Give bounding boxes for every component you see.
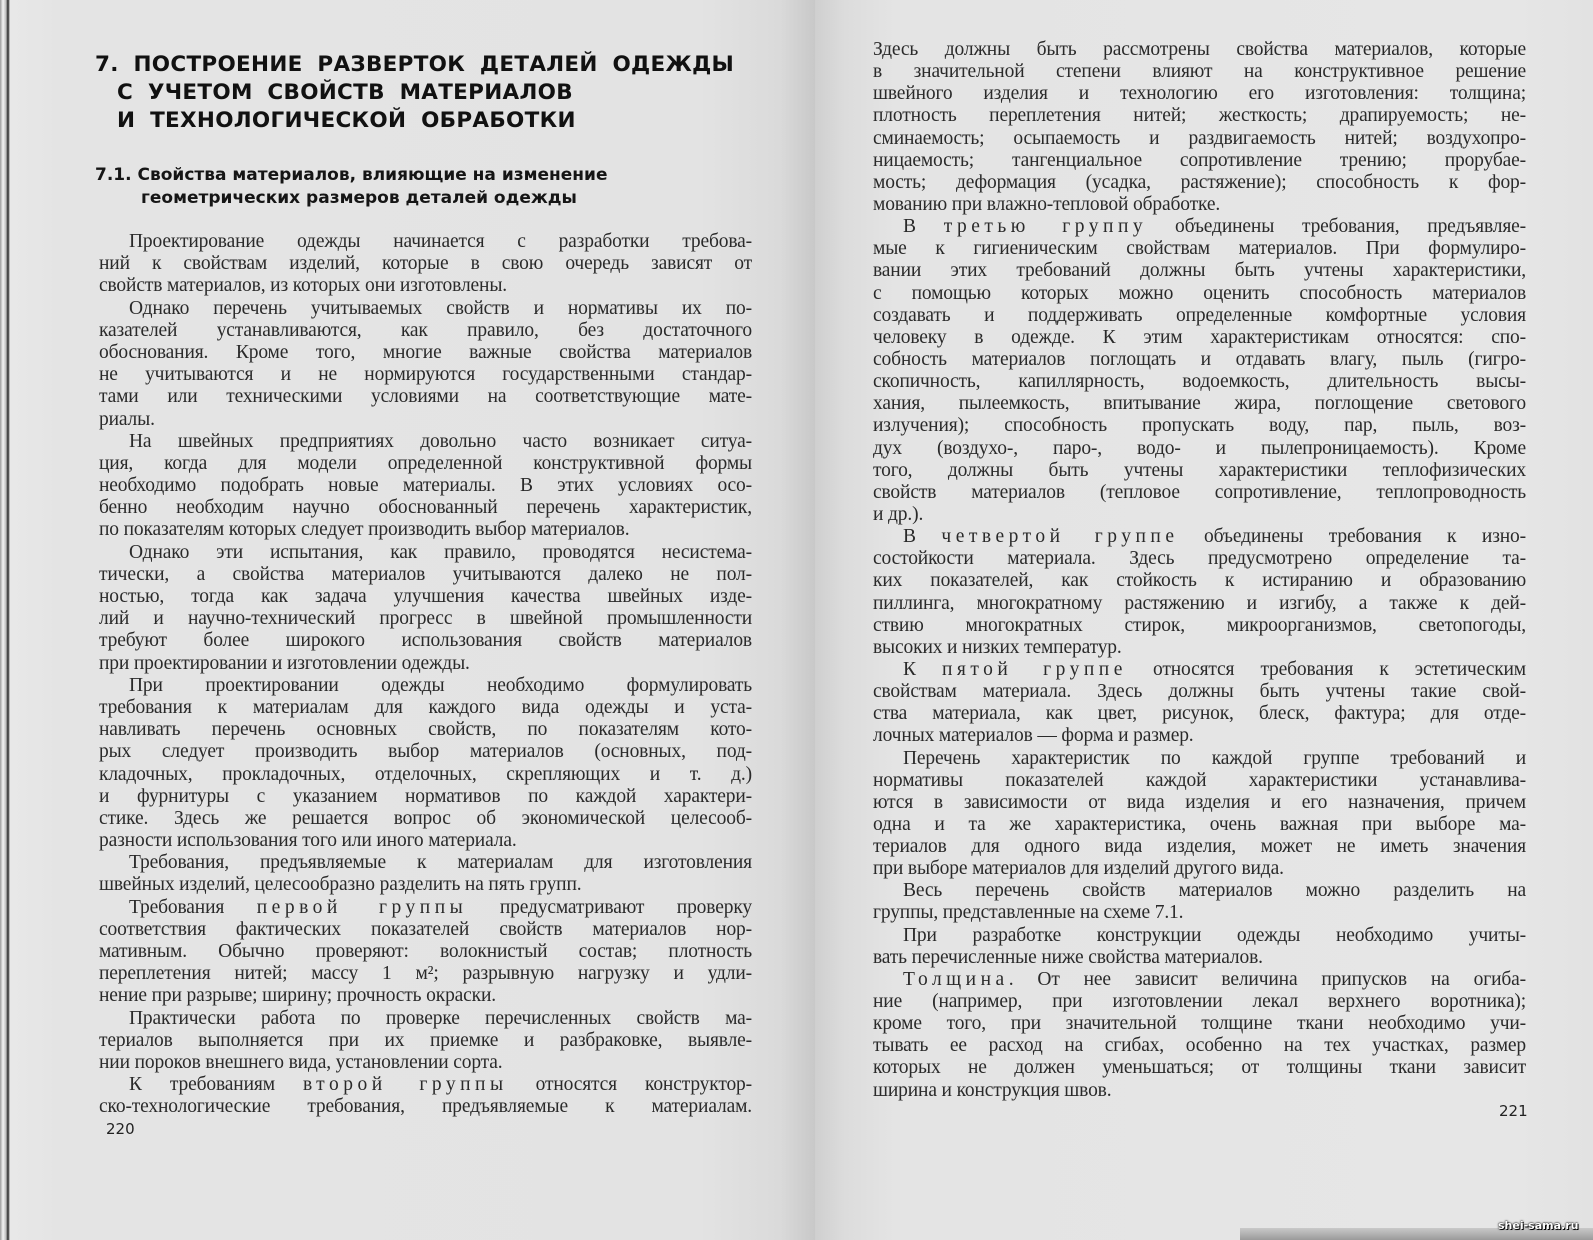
text-line: требуют более широкого использования свойств материалов (99, 630, 752, 652)
text-line: мованию при влажно-тепловой обработке. (873, 193, 1221, 215)
text-line: лочных материалов — форма и размер. (873, 725, 1194, 747)
emphasis-text: пятой группе (941, 658, 1127, 680)
text-line: навливать перечень основных свойств, по показателям кото- (99, 719, 752, 741)
text-line: ние (например, при изготовлении лекал верхнего воротника); (873, 991, 1526, 1013)
text-line: и др.). (873, 503, 924, 525)
text-line: Перечень характеристик по каждой группе требований и (903, 747, 1526, 769)
text-line: разности использования того или иного материала. (99, 830, 517, 852)
text-line: Здесь должны быть рассмотрены свойства материалов, которые (873, 39, 1526, 60)
text-line: соответствия фактических показателей свойств материалов нор- (99, 918, 752, 940)
emphasis-text: четвертой группе (941, 526, 1179, 548)
text-line: мативным. Обычно проверяют: волокнистый состав; плотность (99, 941, 752, 962)
text-line: создавать и поддерживать определенные комфортные условия (873, 304, 1526, 326)
text-line: сминаемость; осыпаемость и раздвигаемость нитей; воздухопро- (873, 127, 1526, 149)
text-line: швейных изделий, целесообразно разделить на пять групп. (99, 874, 582, 896)
text-line: Однако перечень учитываемых свойств и нормативы их по- (129, 297, 752, 319)
text-line: с помощью которых можно оценить способность материалов (873, 282, 1526, 304)
page-number-right: 221 (1499, 1102, 1528, 1120)
right-text-column (873, 39, 1526, 1102)
text-line: кладочных, прокладочных, отделочных, скрепляющих и т. д.) (99, 763, 752, 785)
text-line: ствию многократных стирок, микроорганизмов, светопогоды, (873, 614, 1526, 636)
text-line: состойкости материала. Здесь предусмотрено определение та- (873, 548, 1526, 570)
left-text-column (99, 231, 752, 1119)
text-line: ются в зависимости от вида изделия и его назначения, причем (873, 791, 1526, 813)
text-line: мость; деформация (усадка, растяжение); способность к фор- (873, 171, 1526, 193)
text-line: К пятой группе относятся требования к эстетическим (903, 658, 1526, 680)
text-line: нормативы показателей каждой характеристики устанавлива- (873, 769, 1526, 791)
text-line: при выборе материалов для изделий другого вида. (873, 858, 1284, 880)
text-line: К требованиям второй группы относятся конструктор- (129, 1074, 753, 1096)
text-line: собность материалов поглощать и отдавать влагу, пыль (гигро- (873, 348, 1526, 370)
text-line: и фурнитуры с указанием нормативов по каждой характери- (99, 785, 752, 807)
text-line: вании этих требований должны быть учтены характеристики, (873, 260, 1526, 282)
text-line: мые к гигиеническим свойствам материалов. При формулиро- (873, 238, 1526, 260)
emphasis-text: Толщина (903, 968, 1009, 990)
text-line: стике. Здесь же решается вопрос об экономической целесооб- (99, 807, 752, 829)
text-line: излучения); способность пропускать воду, пар, пыль, воз- (873, 415, 1526, 437)
chapter-title-line: И ТЕХНОЛОГИЧЕСКОЙ ОБРАБОТКИ (117, 108, 576, 133)
text-line: плотность переплетения нитей; жесткость; драпируемость; не- (873, 105, 1526, 127)
text-line: которых не должен уменьшаться; от толщины ткани зависит (873, 1057, 1526, 1079)
text-line: териалов для одного вида изделия, может не иметь значения (873, 836, 1526, 858)
text-line: группы, представленные на схеме 7.1. (873, 902, 1184, 924)
text-line: риалы. (99, 408, 155, 430)
text-line: Практически работа по проверке перечисленных свойств ма- (129, 1007, 752, 1029)
text-line: хания, пылеемкость, впитывание жира, поглощение светового (873, 393, 1526, 415)
text-line: требования к материалам для каждого вида одежды и уста- (99, 696, 752, 718)
text-line: свойств материалов (тепловое сопротивление, теплопроводность (873, 481, 1526, 503)
text-line: дух (воздухо-, паро-, водо- и пылепроницаемость). Кроме (873, 437, 1526, 459)
text-line: Толщина. От нее зависит величина припусков на огиба- (903, 968, 1526, 990)
section-title (95, 164, 608, 210)
chapter-title-line: С УЧЕТОМ СВОЙСТВ МАТЕРИАЛОВ (117, 80, 573, 105)
text-line: по показателям которых следует производить выбор материалов. (99, 519, 630, 541)
text-line: Требования первой группы предусматривают проверку (129, 896, 752, 918)
emphasis-text: первой группы (256, 896, 468, 918)
text-line: териалов выполняется при их приемке и разбраковке, выявле- (99, 1029, 752, 1051)
text-line: тами или техническими условиями на соответствующие мате- (99, 386, 752, 408)
chapter-title-line: 7. ПОСТРОЕНИЕ РАЗВЕРТОК ДЕТАЛЕЙ ОДЕЖДЫ (95, 52, 735, 77)
page-number-left: 220 (106, 1120, 135, 1138)
text-line: ства материала, как цвет, рисунок, блеск, фактура; для отде- (873, 703, 1526, 725)
section-title-line: геометрических размеров деталей одежды (141, 188, 577, 208)
text-line: необходимо подобрать новые материалы. В этих условиях осо- (99, 475, 752, 497)
text-line: Требования, предъявляемые к материалам для изготовления (129, 852, 752, 874)
text-line: тывать ее расход на сгибах, особенно на тех участках, размер (873, 1035, 1526, 1057)
text-line: В третью группу объединены требования, предъявляе- (903, 216, 1526, 238)
text-line: при проектировании и изготовлении одежды. (99, 652, 470, 674)
text-line: При проектировании одежды необходимо формулировать (129, 674, 752, 696)
text-line: нии пороков внешнего вида, установлении сорта. (99, 1051, 503, 1073)
text-line: человеку в одежде. К этим характеристикам относятся: спо- (873, 326, 1526, 348)
text-line: швейного изделия и технологию его изготовления: толщина; (873, 83, 1526, 105)
text-line: Весь перечень свойств материалов можно разделить на (903, 880, 1526, 902)
emphasis-text: третью группу (943, 216, 1148, 238)
text-line: казателей устанавливаются, как правило, без достаточного (99, 319, 752, 341)
text-line: вать перечисленные ниже свойства материалов. (873, 946, 1263, 968)
text-line: пиллинга, многократному растяжению и изгибу, а также к дей- (873, 592, 1526, 614)
text-line: свойств материалов, из которых они изготовлены. (99, 275, 507, 297)
text-line: ско-технологические требования, предъявляемые к материалам. (99, 1096, 752, 1118)
text-line: ких показателей, как стойкость к истиранию и образованию (873, 570, 1526, 592)
text-line: При разработке конструкции одежды необходимо учиты- (903, 924, 1526, 946)
text-line: На швейных предприятиях довольно часто возникает ситуа- (129, 430, 752, 452)
text-line: В четвертой группе объединены требования к изно- (903, 526, 1526, 548)
text-line: обоснования. Кроме того, многие важные свойства материалов (99, 341, 752, 363)
text-line: того, должны быть учтены характеристики теплофизических (873, 459, 1526, 481)
text-line: рых следует производить выбор материалов (основных, под- (99, 741, 752, 763)
text-line: не учитываются и не нормируются государственными стандар- (99, 364, 752, 386)
text-line: Проектирование одежды начинается с разработки требова- (129, 231, 752, 252)
text-line: ностью, тогда как задача улучшения качества швейных изде- (99, 586, 752, 607)
text-line: свойствам материала. Здесь должны быть учтены такие свой- (873, 681, 1526, 703)
watermark: shei-sama.ru (1498, 1219, 1579, 1232)
chapter-title (95, 51, 734, 135)
text-line: в значительной степени влияют на конструктивное решение (873, 61, 1526, 83)
text-line: одна и та же характеристика, очень важная при выборе ма- (873, 813, 1526, 835)
text-line: переплетения нитей; массу 1 м²; разрывную нагрузку и удли- (99, 963, 752, 985)
text-line: скопичность, капиллярность, водоемкость, длительность высы- (873, 371, 1526, 393)
emphasis-text: второй группы (302, 1074, 508, 1096)
text-line: Однако эти испытания, как правило, проводятся несистема- (129, 541, 752, 563)
text-line: бенно необходим научно обоснованный перечень характеристик, (99, 497, 752, 519)
text-line: нение при разрыве; ширину; прочность окраски. (99, 985, 497, 1007)
text-line: ция, когда для модели определенной конструктивной формы (99, 452, 752, 474)
text-line: ний к свойствам изделий, которые в свою очередь зависят от (99, 253, 752, 275)
section-title-line: 7.1. Свойства материалов, влияющие на изменение (95, 165, 608, 185)
text-line: кроме того, при значительной толщине ткани необходимо учи- (873, 1013, 1526, 1035)
text-line: высоких и низких температур. (873, 636, 1122, 658)
text-line: тически, а свойства материалов учитываются далеко не пол- (99, 563, 752, 585)
text-line: лий и научно-технический прогресс в швейной промышленности (99, 608, 752, 630)
text-line: ницаемость; тангенциальное сопротивление трению; прорубае- (873, 149, 1526, 171)
text-line: ширина и конструкция швов. (873, 1079, 1112, 1101)
